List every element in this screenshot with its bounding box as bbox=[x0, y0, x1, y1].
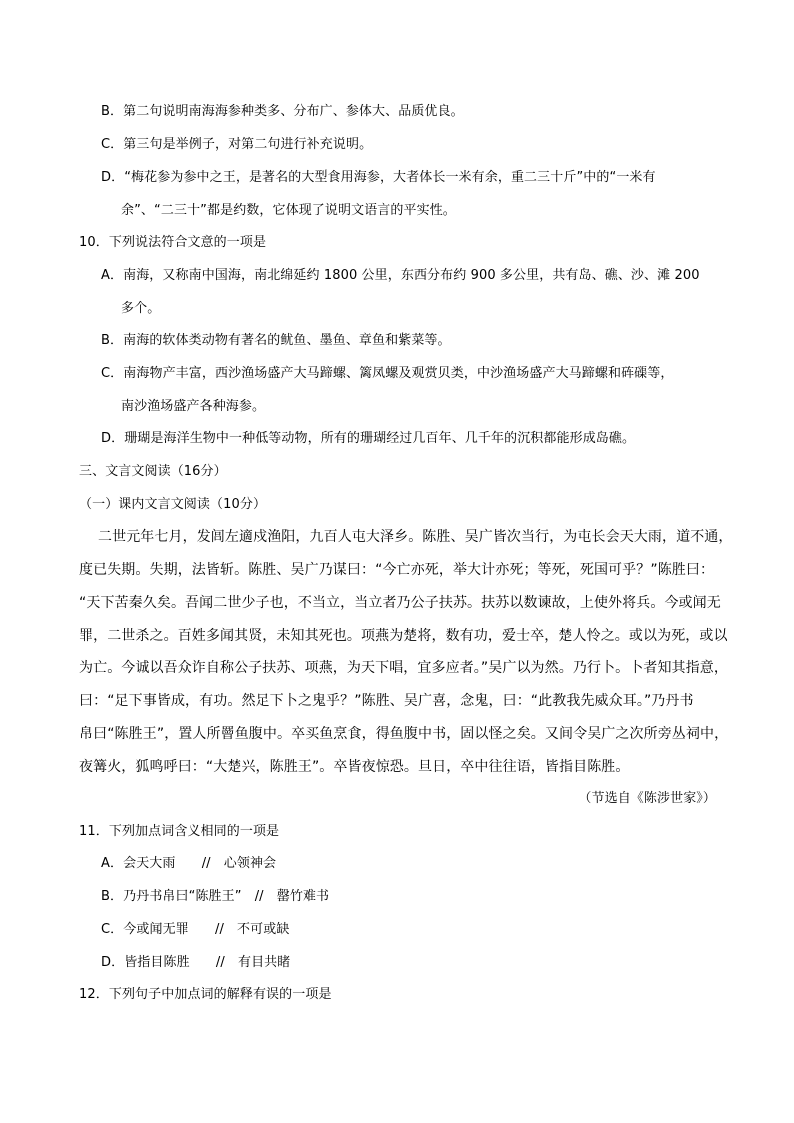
passage-line-7: 帛曰“陈胜王”，置人所罾鱼腹中。卒买鱼烹食，得鱼腹中书，固以怪之矣。又间令吴广之次所旁丛祠中， bbox=[79, 726, 729, 742]
q12-stem: 12．下列句子中加点词的解释有误的一项是 bbox=[79, 987, 332, 1002]
q11-option-a: A．会天大雨 // 心领神会 bbox=[101, 856, 277, 871]
q10-option-b: B．南海的软体类动物有著名的鱿鱼、墨鱼、章鱼和紫菜等。 bbox=[101, 333, 451, 348]
q10-option-c-line1: C．南海物产丰富，西沙渔场盛产大马蹄螺、篱凤螺及观赏贝类，中沙渔场盛产大马蹄螺和砗磲等， bbox=[101, 366, 674, 381]
q10-option-a-line2: 多个。 bbox=[121, 301, 161, 316]
q11-option-b: B．乃丹书帛曰“陈胜王” // 罄竹难书 bbox=[101, 889, 330, 904]
passage-source: （节选自《陈涉世家》） bbox=[578, 791, 716, 806]
section-3-subheading: （一）课内文言文阅读（10分） bbox=[79, 497, 267, 512]
passage-line-2: 度已失期。失期，法皆斩。陈胜、吴广乃谋曰：“今亡亦死，举大计亦死；等死，死国可乎？”陈胜曰： bbox=[79, 562, 715, 578]
passage-line-5: 为亡。今诚以吾众诈自称公子扶苏、项燕，为天下唱，宜多应者。”吴广以为然。乃行卜。卜者知其指意， bbox=[79, 660, 728, 676]
q10-option-a-line1: A．南海，又称南中国海，南北绵延约 1800 公里，东西分布约 900 多公里，共有岛、礁、沙、滩 200 bbox=[101, 268, 700, 283]
section-3-heading: 三、文言文阅读（16分） bbox=[79, 464, 227, 479]
q9-option-b: B．第二句说明南海海参种类多、分布广、参体大、品质优良。 bbox=[101, 104, 464, 119]
q11-option-c: C．今或闻无罪 // 不可或缺 bbox=[101, 922, 290, 937]
passage-line-3: “天下苦秦久矣。吾闻二世少子也，不当立，当立者乃公子扶苏。扶苏以数谏故，上使外将兵。今或闻无 bbox=[79, 595, 721, 611]
passage-line-1: 二世元年七月，发闾左適戍渔阳，九百人屯大泽乡。陈胜、吴广皆次当行，为屯长会天大雨，道不通， bbox=[98, 529, 733, 545]
q9-option-c: C．第三句是举例子，对第二句进行补充说明。 bbox=[101, 137, 373, 152]
q10-stem: 10．下列说法符合文意的一项是 bbox=[79, 235, 267, 250]
passage-line-6: 曰：“足下事皆成，有功。然足下卜之鬼乎？”陈胜、吴广喜，念鬼，曰：“此教我先威众耳。”乃丹书 bbox=[79, 693, 694, 709]
q10-option-d: D．珊瑚是海洋生物中一种低等动物，所有的珊瑚经过几百年、几千年的沉积都能形成岛礁。 bbox=[101, 431, 636, 446]
q10-option-c-line2: 南沙渔场盛产各种海参。 bbox=[121, 399, 266, 414]
q11-option-d: D．皆指目陈胜 // 有目共睹 bbox=[101, 955, 291, 970]
q9-option-d-line1: D．“梅花参为参中之王，是著名的大型食用海参，大者体长一米有余，重二三十斤”中的“一米有 bbox=[101, 170, 656, 185]
q9-option-d-line2: 余”、“二三十”都是约数，它体现了说明文语言的平实性。 bbox=[121, 203, 456, 218]
passage-line-4: 罪，二世杀之。百姓多闻其贤，未知其死也。项燕为楚将，数有功，爱士卒，楚人怜之。或以为死，或以 bbox=[79, 628, 728, 644]
passage-line-8: 夜篝火，狐鸣呼曰：“大楚兴，陈胜王”。卒皆夜惊恐。旦日，卒中往往语，皆指目陈胜。 bbox=[79, 759, 630, 775]
q11-stem: 11．下列加点词含义相同的一项是 bbox=[79, 824, 280, 839]
